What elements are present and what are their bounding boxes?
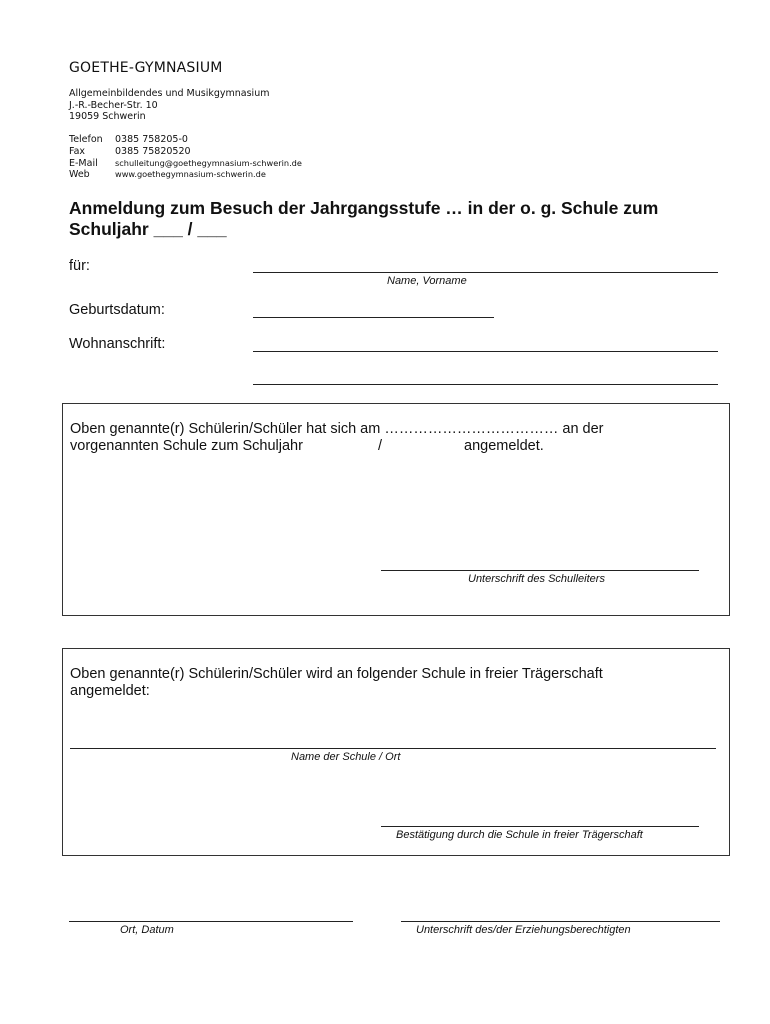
school-name: GOETHE-GYMNASIUM [69, 60, 223, 76]
contact-fax [69, 146, 302, 158]
contact-value[interactable]: www.goethegymnasium-schwerin.de [115, 169, 266, 180]
guardian-signature-line[interactable] [401, 921, 720, 922]
box1-line-2 [70, 438, 303, 455]
guardian-signature-caption: Unterschrift des/der Erziehungsberechtigten [416, 924, 631, 936]
box1-angemeldet: angemeldet. [464, 438, 544, 454]
school-name-line[interactable] [70, 748, 716, 749]
form-title-line-2: Schuljahr ___ / ___ [69, 219, 227, 239]
birthdate-label: Geburtsdatum: [69, 302, 165, 318]
contact-value: 0385 758205-0 [115, 134, 188, 145]
fuer-label: für: [69, 258, 90, 274]
contact-email [69, 158, 302, 170]
principal-signature-caption: Unterschrift des Schulleiters [468, 573, 605, 585]
box1-line-1 [70, 421, 604, 438]
confirmation-signature-line[interactable] [381, 826, 699, 827]
confirmation-caption: Bestätigung durch die Schule in freier Trägerschaft [396, 829, 643, 841]
contact-phone [69, 134, 302, 146]
schuljahr-slash: / [378, 438, 383, 454]
school-address [69, 88, 269, 123]
registration-confirmation-box [62, 403, 730, 616]
contact-block [69, 134, 302, 181]
name-field-line[interactable] [253, 272, 718, 273]
box1-text: vorgenannten Schule zum Schuljahr [70, 438, 303, 454]
school-street: J.-R.-Becher-Str. 10 [69, 99, 158, 111]
private-school-box [62, 648, 730, 856]
contact-label: Fax [69, 145, 86, 157]
form-title-line-1: Anmeldung zum Besuch der Jahrgangsstufe … in der o. g. Schule zum [69, 198, 659, 218]
date-dots[interactable]: ……………………………… [384, 421, 559, 437]
principal-signature-line[interactable] [381, 570, 699, 571]
address-label: Wohnanschrift: [69, 336, 166, 352]
box2-line-1: Oben genannte(r) Schülerin/Schüler wird an folgender Schule in freier Trägerschaft [70, 666, 603, 682]
school-subtitle: Allgemeinbildendes und Musikgymnasium [69, 88, 270, 99]
school-name-caption: Name der Schule / Ort [291, 751, 401, 763]
address-field-line-2[interactable] [253, 384, 718, 385]
school-city: 19059 Schwerin [69, 111, 146, 122]
name-caption: Name, Vorname [387, 275, 467, 287]
contact-label: E-Mail [69, 157, 98, 169]
contact-value[interactable]: schulleitung@goethegymnasium-schwerin.de [115, 157, 302, 168]
contact-web [69, 169, 302, 181]
place-date-line[interactable] [69, 921, 353, 922]
birthdate-field-line[interactable] [253, 317, 494, 318]
address-field-line-1[interactable] [253, 351, 718, 352]
contact-label: Telefon [69, 134, 103, 145]
contact-value: 0385 75820520 [115, 145, 191, 157]
box1-text: Oben genannte(r) Schülerin/Schüler hat sich am [70, 421, 381, 437]
box1-text: an der [562, 421, 604, 437]
box2-line-2: angemeldet: [70, 683, 150, 699]
form-title [69, 198, 729, 240]
place-date-caption: Ort, Datum [120, 924, 174, 936]
contact-label: Web [69, 169, 90, 181]
